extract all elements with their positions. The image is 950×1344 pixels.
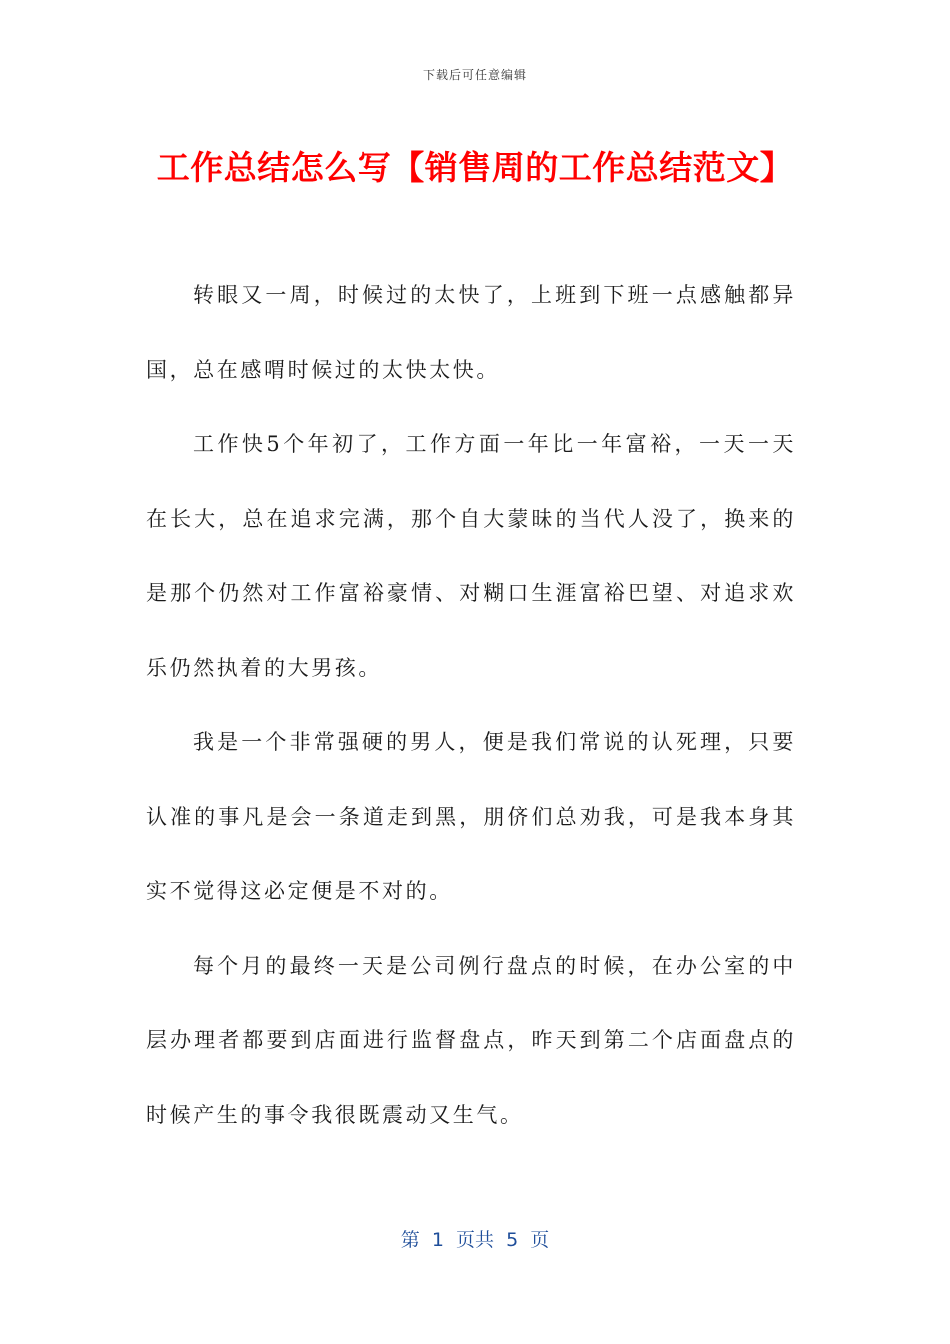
paragraph: 工作快5个年初了，工作方面一年比一年富裕，一天一天在长大，总在追求完满，那个自大蒙昧的当代人没了，换来的是那个仍然对工作富裕豪情、对糊口生涯富裕巴望、对追求欢乐仍然执着的大男孩。 [146,432,796,680]
paragraph: 每个月的最终一天是公司例行盘点的时候，在办公室的中层办理者都要到店面进行监督盘点，昨天到第二个店面盘点的时候产生的事令我很既震动又生气。 [146,953,796,1127]
paragraph: 我是一个非常强硬的男人，便是我们常说的认死理，只要认准的事凡是会一条道走到黑，朋侪们总劝我，可是我本身其实不觉得这必定便是不对的。 [146,730,796,903]
page-title: 工作总结怎么写【销售周的工作总结范文】 [156,148,794,187]
document-body [146,258,796,1152]
paragraph: 转眼又一周，时候过的太快了，上班到下班一点感触都异国，总在感喟时候过的太快太快。 [146,283,796,382]
page-indicator: 第 1 页共 5 页 [400,1229,550,1251]
header-note: 下载后可任意编辑 [422,68,527,82]
